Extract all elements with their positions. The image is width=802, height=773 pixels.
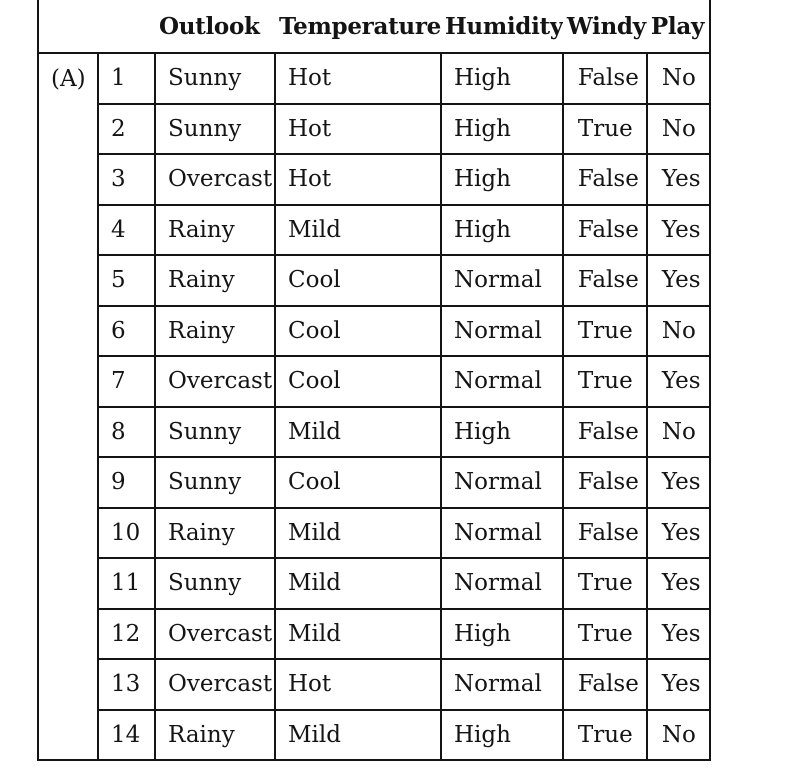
cell-outlook: Rainy xyxy=(155,205,275,256)
cell-index: 14 xyxy=(98,710,155,761)
label-cell-empty xyxy=(38,255,98,306)
cell-humidity: High xyxy=(441,53,563,104)
label-cell-empty xyxy=(38,710,98,761)
cell-temperature: Mild xyxy=(275,609,441,660)
cell-index: 13 xyxy=(98,659,155,710)
cell-outlook: Overcast xyxy=(155,154,275,205)
label-cell-empty xyxy=(38,508,98,559)
cell-play: Yes xyxy=(647,508,710,559)
cell-windy: True xyxy=(563,710,647,761)
table-row xyxy=(38,205,710,256)
table-row xyxy=(38,53,710,104)
cell-temperature: Hot xyxy=(275,154,441,205)
cell-windy: False xyxy=(563,457,647,508)
cell-humidity: Normal xyxy=(441,457,563,508)
cell-play: Yes xyxy=(647,609,710,660)
cell-temperature: Mild xyxy=(275,407,441,458)
cell-outlook: Rainy xyxy=(155,255,275,306)
cell-play: Yes xyxy=(647,255,710,306)
cell-temperature: Mild xyxy=(275,508,441,559)
cell-humidity: Normal xyxy=(441,659,563,710)
cell-outlook: Rainy xyxy=(155,306,275,357)
table-row xyxy=(38,659,710,710)
cell-windy: True xyxy=(563,609,647,660)
cell-humidity: Normal xyxy=(441,508,563,559)
label-cell-empty xyxy=(38,407,98,458)
cell-play: No xyxy=(647,104,710,155)
cell-temperature: Hot xyxy=(275,53,441,104)
cell-play: No xyxy=(647,306,710,357)
cell-windy: False xyxy=(563,154,647,205)
cell-index: 11 xyxy=(98,558,155,609)
cell-index: 2 xyxy=(98,104,155,155)
header-humidity: Humidity xyxy=(441,0,563,53)
cell-windy: True xyxy=(563,104,647,155)
cell-play: Yes xyxy=(647,558,710,609)
weather-table-container xyxy=(37,0,711,761)
header-outlook: Outlook xyxy=(155,0,275,53)
cell-outlook: Sunny xyxy=(155,407,275,458)
table-body xyxy=(38,53,710,760)
header-label-column xyxy=(38,0,98,53)
cell-outlook: Overcast xyxy=(155,356,275,407)
table-row xyxy=(38,558,710,609)
cell-windy: False xyxy=(563,255,647,306)
cell-outlook: Sunny xyxy=(155,457,275,508)
cell-temperature: Mild xyxy=(275,205,441,256)
cell-temperature: Hot xyxy=(275,659,441,710)
cell-windy: False xyxy=(563,205,647,256)
header-index-column xyxy=(98,0,155,53)
table-row xyxy=(38,407,710,458)
cell-windy: False xyxy=(563,508,647,559)
table-row xyxy=(38,356,710,407)
cell-temperature: Mild xyxy=(275,710,441,761)
label-cell-empty xyxy=(38,306,98,357)
label-cell-empty xyxy=(38,356,98,407)
cell-play: Yes xyxy=(647,356,710,407)
cell-humidity: High xyxy=(441,104,563,155)
label-cell-empty xyxy=(38,104,98,155)
cell-index: 6 xyxy=(98,306,155,357)
cell-temperature: Cool xyxy=(275,306,441,357)
header-row xyxy=(38,0,710,53)
cell-outlook: Sunny xyxy=(155,558,275,609)
cell-humidity: Normal xyxy=(441,255,563,306)
cell-windy: True xyxy=(563,306,647,357)
cell-temperature: Mild xyxy=(275,558,441,609)
table-row xyxy=(38,457,710,508)
cell-temperature: Cool xyxy=(275,356,441,407)
cell-humidity: High xyxy=(441,609,563,660)
cell-windy: False xyxy=(563,659,647,710)
label-cell-empty xyxy=(38,609,98,660)
cell-temperature: Cool xyxy=(275,255,441,306)
weather-dataset-table xyxy=(37,0,711,761)
table-label: (A) xyxy=(38,53,98,104)
cell-temperature: Hot xyxy=(275,104,441,155)
cell-windy: False xyxy=(563,407,647,458)
label-cell-empty xyxy=(38,659,98,710)
cell-play: No xyxy=(647,710,710,761)
table-row xyxy=(38,104,710,155)
cell-play: No xyxy=(647,407,710,458)
cell-outlook: Overcast xyxy=(155,609,275,660)
cell-humidity: Normal xyxy=(441,306,563,357)
label-cell-empty xyxy=(38,558,98,609)
cell-humidity: High xyxy=(441,205,563,256)
cell-index: 9 xyxy=(98,457,155,508)
table-row xyxy=(38,609,710,660)
table-row xyxy=(38,154,710,205)
cell-index: 7 xyxy=(98,356,155,407)
cell-humidity: Normal xyxy=(441,356,563,407)
cell-index: 8 xyxy=(98,407,155,458)
cell-windy: True xyxy=(563,558,647,609)
label-cell-empty xyxy=(38,154,98,205)
cell-play: Yes xyxy=(647,154,710,205)
table-row xyxy=(38,255,710,306)
cell-humidity: High xyxy=(441,407,563,458)
cell-play: Yes xyxy=(647,205,710,256)
cell-index: 4 xyxy=(98,205,155,256)
table-row xyxy=(38,306,710,357)
table-row xyxy=(38,508,710,559)
cell-index: 1 xyxy=(98,53,155,104)
cell-play: Yes xyxy=(647,659,710,710)
label-cell-empty xyxy=(38,457,98,508)
cell-outlook: Rainy xyxy=(155,710,275,761)
cell-temperature: Cool xyxy=(275,457,441,508)
cell-play: Yes xyxy=(647,457,710,508)
cell-humidity: High xyxy=(441,154,563,205)
cell-index: 5 xyxy=(98,255,155,306)
header-play: Play xyxy=(647,0,710,53)
header-windy: Windy xyxy=(563,0,647,53)
cell-humidity: Normal xyxy=(441,558,563,609)
cell-index: 12 xyxy=(98,609,155,660)
cell-outlook: Rainy xyxy=(155,508,275,559)
cell-windy: True xyxy=(563,356,647,407)
cell-outlook: Sunny xyxy=(155,53,275,104)
cell-play: No xyxy=(647,53,710,104)
header-temperature: Temperature xyxy=(275,0,441,53)
label-cell-empty xyxy=(38,205,98,256)
cell-outlook: Overcast xyxy=(155,659,275,710)
cell-windy: False xyxy=(563,53,647,104)
cell-index: 3 xyxy=(98,154,155,205)
cell-humidity: High xyxy=(441,710,563,761)
cell-outlook: Sunny xyxy=(155,104,275,155)
cell-index: 10 xyxy=(98,508,155,559)
table-row xyxy=(38,710,710,761)
